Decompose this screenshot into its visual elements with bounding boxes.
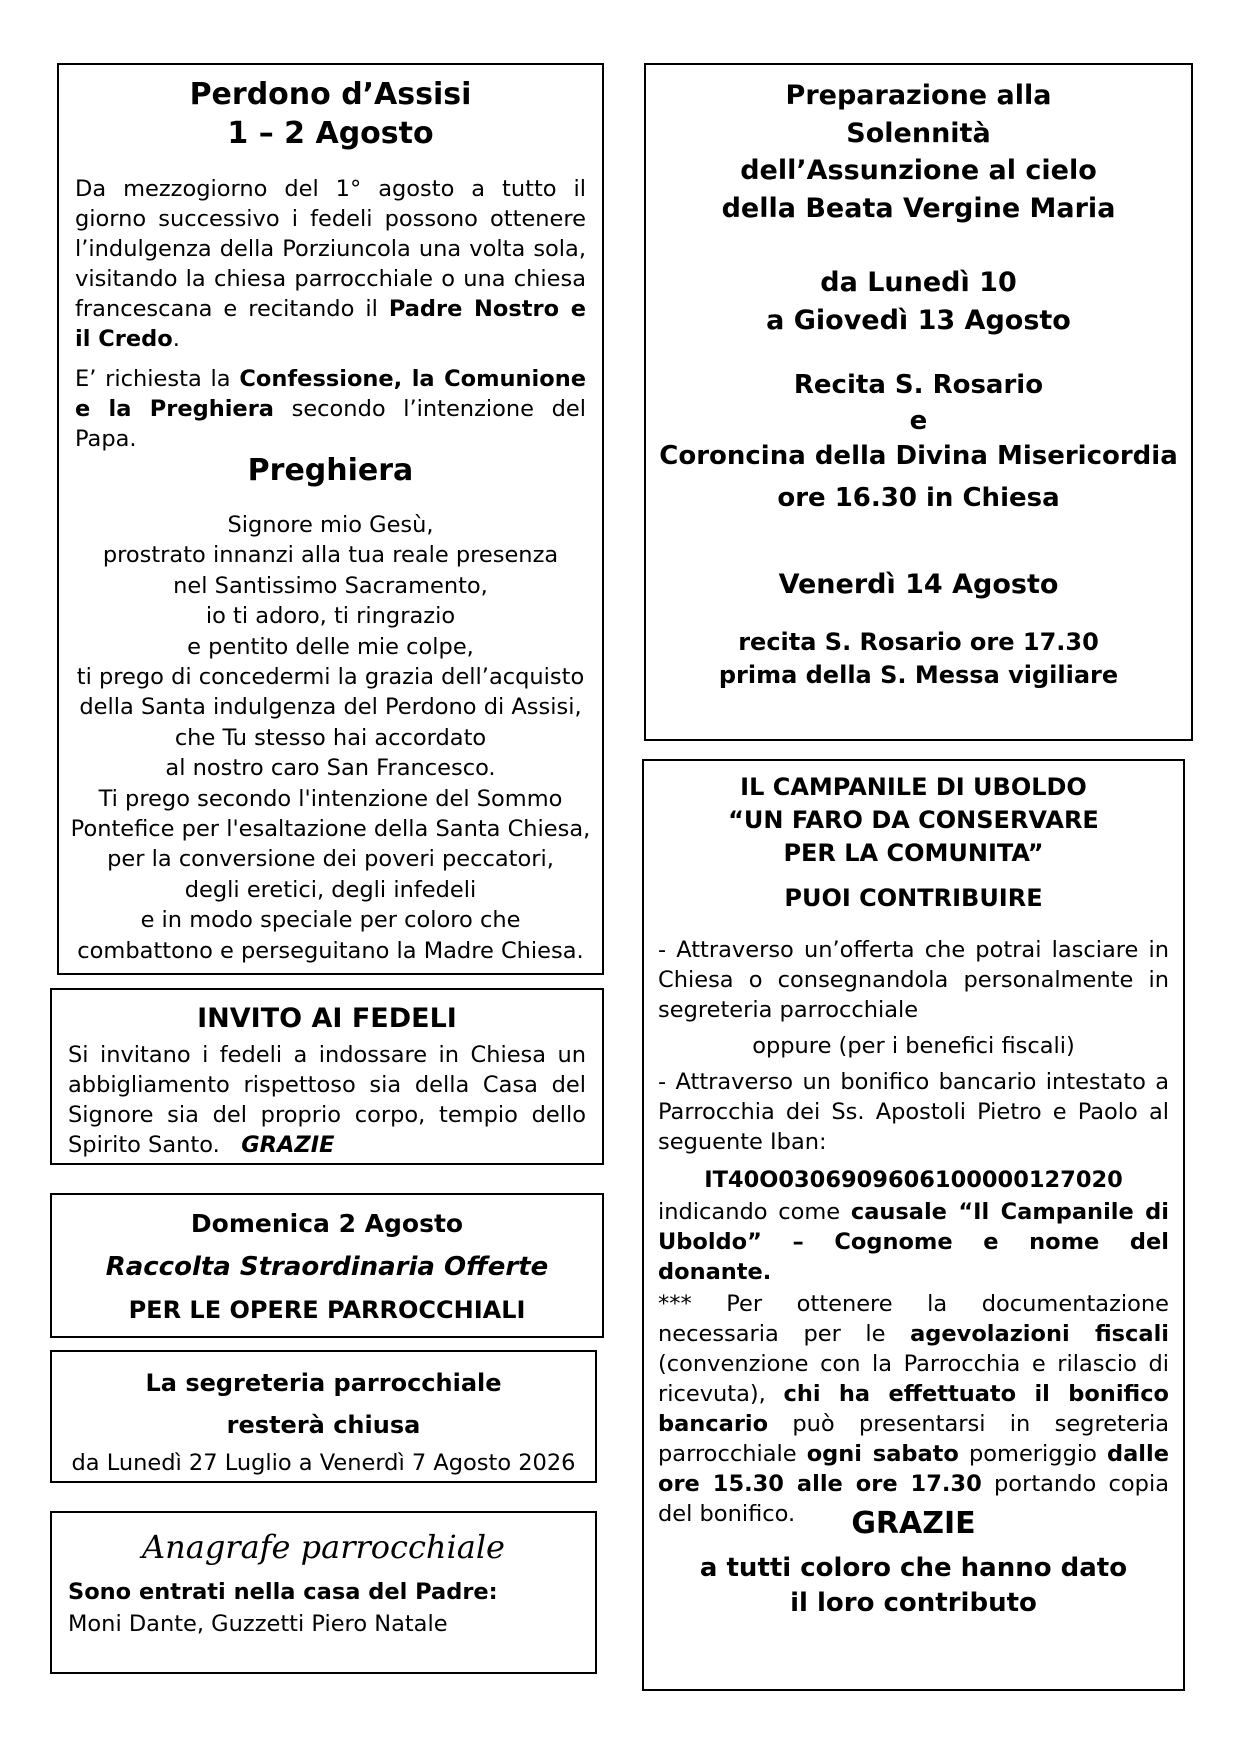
prayer-line: nel Santissimo Sacramento, <box>173 572 488 599</box>
campanile-paragraph-fiscali: *** Per ottenere la documentazione necessaria per le agevolazioni fiscali (convenzione con la Parrocchia e rilascio di ricevuta), chi ha effettuato il bonifico bancario può presentarsi in segreteria parrocchiale ogni sabato pomeriggio dalle ore 15.30 alle ore 17.30 portando copia del bonifico. <box>658 1291 1170 1527</box>
prayer-line: combattono e perseguitano la Madre Chiesa. <box>77 937 584 964</box>
prayer-line: Signore mio Gesù, <box>227 512 434 538</box>
campanile-contribuire: PUOI CONTRIBUIRE <box>784 884 1043 912</box>
segreteria-box <box>50 1350 597 1483</box>
campanile-paragraph-causale: indicando come causale “Il Campanile di Uboldo” – Cognome e nome del donante. <box>658 1199 1169 1285</box>
perdono-paragraph-2: E’ richiesta la Confessione, la Comunione e la Preghiera secondo l’intenzione del Papa. <box>75 366 586 452</box>
anagrafe-names: Moni Dante, Guzzetti Piero Natale <box>68 1611 448 1637</box>
prayer-line: degli eretici, degli infedeli <box>184 876 477 903</box>
invito-text: Si invitano i fedeli a indossare in Chiesa un abbigliamento rispettoso sia della Casa del Signore sia del proprio corpo, tempio dello Spirito Santo. GRAZIE <box>68 1042 586 1158</box>
perdono-box <box>57 63 604 975</box>
preparazione-dates: da Lunedì 10 a Giovedì 13 Agosto <box>766 267 1071 336</box>
invito-title: INVITO AI FEDELI <box>197 1003 457 1034</box>
domenica-box <box>50 1193 604 1338</box>
prayer-line: al nostro caro San Francesco. <box>165 755 496 782</box>
campanile-text <box>658 935 1169 1529</box>
preparazione-recita: Recita S. Rosario e Coroncina della Divina Misericordia ore 16.30 in Chiesa <box>659 370 1178 513</box>
perdono-paragraph-1: Da mezzogiorno del 1° agosto a tutto il giorno successivo i fedeli possono ottenere l’indulgenza della Porziuncola una volta sola, visitando la chiesa parrocchiale o una chiesa francescana e recitando il Padre Nostro e il Credo. <box>75 176 586 352</box>
campanile-oppure: oppure (per i benefici fiscali) <box>752 1033 1075 1059</box>
prayer-title: Preghiera <box>247 453 414 488</box>
prayer-line: Ti prego secondo l'intenzione del Sommo <box>98 785 563 812</box>
prayer-line: della Santa indulgenza del Perdono di Assisi, <box>79 694 582 721</box>
perdono-text <box>75 174 586 454</box>
campanile-box <box>642 759 1185 1691</box>
campanile-paragraph-offerta: - Attraverso un’offerta che potrai lasciare in Chiesa o consegnandola personalmente in segreteria parrocchiale <box>658 937 1169 1023</box>
anagrafe-title: Anagrafe parrocchiale <box>142 1528 505 1566</box>
prayer-line: che Tu stesso hai accordato <box>174 724 487 751</box>
campanile-paragraph-bonifico: - Attraverso un bonifico bancario intestato a Parrocchia dei Ss. Apostoli Pietro e Paolo al seguente Iban: <box>658 1069 1169 1155</box>
prayer-line: io ti adoro, ti ringrazio <box>205 603 456 630</box>
campanile-iban: IT40O0306909606100000127020 <box>704 1167 1123 1193</box>
prayer-text <box>59 510 602 966</box>
anagrafe-subtitle: Sono entrati nella casa del Padre: <box>68 1579 498 1605</box>
domenica-raccolta: Raccolta Straordinaria Offerte <box>105 1252 549 1282</box>
invito-box <box>50 988 604 1165</box>
campanile-title: IL CAMPANILE DI UBOLDO “UN FARO DA CONSERVARE PER LA COMUNITA” <box>728 773 1099 867</box>
preparazione-box <box>644 63 1193 741</box>
campanile-thanks: a tutti coloro che hanno dato il loro contributo <box>699 1553 1128 1618</box>
invito-grazie: GRAZIE <box>241 1132 335 1158</box>
prayer-line: prostrato innanzi alla tua reale presenza <box>102 542 559 569</box>
segreteria-dates: da Lunedì 27 Luglio a Venerdì 7 Agosto 2026 <box>71 1450 576 1476</box>
prayer-line: Pontefice per l'esaltazione della Santa Chiesa, <box>70 816 591 843</box>
segreteria-chiusa: resterà chiusa <box>226 1411 421 1439</box>
perdono-title: Perdono d’Assisi <box>189 77 472 112</box>
prayer-line: e pentito delle mie colpe, <box>187 633 474 660</box>
segreteria-title: La segreteria parrocchiale <box>145 1369 502 1397</box>
anagrafe-box <box>50 1511 597 1674</box>
preparazione-title: Preparazione alla Solennità dell’Assunzione al cielo della Beata Vergine Maria <box>721 80 1116 224</box>
preparazione-venerdi: Venerdì 14 Agosto <box>778 569 1059 600</box>
campanile-grazie: GRAZIE <box>851 1506 976 1541</box>
prayer-line: per la conversione dei poveri peccatori, <box>107 846 554 873</box>
prayer-line: ti prego di concedermi la grazia dell’acquisto <box>76 664 585 691</box>
preparazione-venerdi-details: recita S. Rosario ore 17.30 prima della S. Messa vigiliare <box>718 628 1119 689</box>
perdono-dates: 1 – 2 Agosto <box>227 116 434 151</box>
domenica-date: Domenica 2 Agosto <box>190 1209 464 1238</box>
prayer-line: e in modo speciale per coloro che <box>140 907 521 934</box>
domenica-opere: PER LE OPERE PARROCCHIALI <box>128 1296 526 1324</box>
